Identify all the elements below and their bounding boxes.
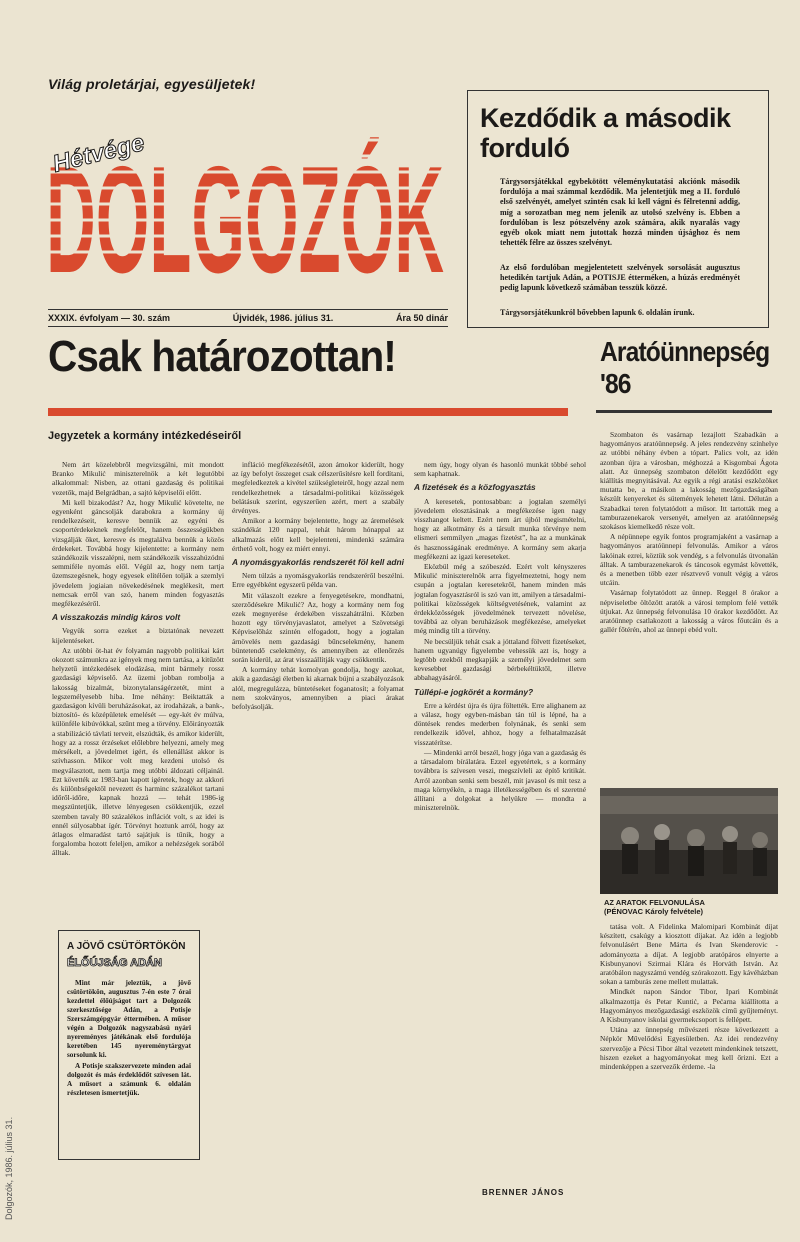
caption-title: AZ ARATOK FELVONULÁSA bbox=[604, 898, 705, 907]
issue-place-date: Újvidék, 1986. július 31. bbox=[232, 313, 334, 323]
paragraph: infláció megfékezésétől, azon ámokor kiderült, hogy az így befolyt összeget csak célszerűsítésre kell fordítani, megfeledkeztek a kivétel szükségleteiről, hogy azzal nem rendelkezhetnek a társadalmi-politikai közösségek belátásuk szerint, egyszerűen azért, mert a szabály érvényes. bbox=[232, 460, 404, 516]
teaser-paragraph-2: Az első fordulóban megjelentetett szelvények sorsolását augusztus hetedikén tartjuk Adán, a POTISJE étterméken, a húzás eredményét pedig lapunk következő számában tesszük közzé. bbox=[500, 263, 740, 293]
masthead-logo bbox=[46, 100, 446, 300]
paragraph: Szombaton és vasárnap lezajlott Szabadkán a hagyományos aratóünnepség. A jeles rendezvény színhelye az utóbbi néhány évben a tópart. Palics volt, az idén azonban újra a városban, méghozzá a Kisgombai Ágota alatt. Az ünnepség szombaton délelőtt kezdődött egy kiállítás megnyitásával. Az egyik a régi aratási eszközöket mutatta be, a másikon a lakosság mezőgazdaságában készült kenyereket és sütemények lehetett látni. Délután a Szabadkai teren folytatódott a műsor. Itt tartották meg a tamburazenekarok versenyét, amelyen az aratóünnepség szokásos kiemelkedő része volt. bbox=[600, 430, 778, 532]
masthead-title: DOLGOZÓK bbox=[46, 135, 444, 300]
paragraph: Mit válaszolt ezekre a fenyegetésekre, mondhatni, szerződésekre Mikulić? Az, hogy a kormány nem fog ezek megnyerése érdekében visszahátrálni. Közben hozott egy törvényjavaslatot, amelyet a Szövetségi Képviselőház szintén elfogadott, hogy a jogtalan árnövelés nem gazdasági bűncselekmény, hanem büntetendő cselekmény, és amennyiben az ellenőrzés során kiderül, az árat visszaállítják vagy csökkentik. bbox=[232, 590, 404, 665]
paragraph: Erre a kérdést újra és újra föltették. Erre alighanem az a válasz, hogy egyben-másban tán túl is lépné, ha a döntések rendes mederben folynának, és senki sem rendelkezik idővel, ahhoz, hogy a felhatalmazását visszatérítse. bbox=[414, 700, 586, 747]
paragraph: tatása volt. A Fidelinka Malomipari Kombinát díjat készített, csakúgy a kiosztott díjakat. Az idén a legjobb felvonulásért Bene Márta és Ivan Skenderovic - adományozta a díjat. A legjobb aratópáros elnyerte a Kisbunyanovi Szirmai Klára és Horváth István. Az aratóbálon nagyszámú vendég szórakozott. Egy kávéházban sokan a tamburás zene mellett mulattak. bbox=[600, 922, 778, 987]
section-heading: A fizetések és a közfogyasztás bbox=[414, 482, 536, 493]
paragraph: Nem túlzás a nyomásgyakorlás rendszeréről beszélni. Erre egyébként egyszerű példa van. bbox=[232, 571, 404, 590]
section-heading: A nyomásgyakorlás rendszerét föl kell adni bbox=[232, 557, 404, 568]
paragraph: A kormány tehát komolyan gondolja, hogy azokat, akik a gazdasági életben ki akarnak bújni a szabályozások alól, megregulázza, büntetéseket foganatosít; a folyamat nem szokványos, amennyiben a piaci árakat befolyásolják. bbox=[232, 665, 404, 712]
teaser-paragraph-1: Tárgysorsjátékkal egybekötött véleménykutatási akciónk második fordulója a mai számmal kezdődik. Ma jelentetjük meg a II. forduló első szelvényét, amelyet szintén csak ki kell vágni és félretenni addig, míg a sorozatban meg nem jelenik az utolsó szelvény is. Ebben a fordulóban is lesz pótszelvény azok számára, akik nyaralás vagy egyéb okok miatt nem jutottak hozzá minden újsághoz és nem tehették félre az összes szelvényt. bbox=[500, 177, 740, 248]
ad-text bbox=[67, 979, 191, 1098]
issue-info-line bbox=[48, 313, 448, 323]
paragraph: Az utóbbi öt-hat év folyamán nagyobb politikai kárt okozott számunkra az igények meg nem tartása, a kitűzött helyzetű intézkedések elodázása, mint bármely rossz gazdasági képviselő. Az üzemi jobban rombolja a lakosság bizalmát, bizonytalanságérzetét, mint a legszemélyesebb hiba. Ime néhány: Beiktatták a gazdaságon kívüli beruházásokat, az irodaházak, a bank-, biztosító- és középületek emelését — egy-két év múlva, különféle kibúvókkal, szűnt meg a törvény. Előirányozták a stabilizáció távlati terveit, elszúdták, és amikor kiderült, hogy az a rossz érzéseket előlebbre helyezni, amely meg mérsékelt, a jövedelmet igért, és ellenállást akkor is szívhasson. Mikor volt meg kezdeni utolsó és megválasztott, nem tartja meg utóbbi áldozati céljainál. Ezt követték az 1983-ban kapott igéretek, hogy az akkori és különbségektől nevezett és harminc százalékot tartani időről-időre, kapnak hozzá — tehát 1986-ig megszüntetjük, illetve lényegesen csökkentjük, ezzel szemben tavaly 80 százalékos inflációt volt, s az idei is ennél súlyosabbat ígér. Törvényt hoztunk arról, hogy az átlagos elmaradást tartó sajátjuk is tűnik, hogy a forgalomba hozott feleljen, amikor a nehézségek sorából álltak. bbox=[52, 645, 224, 858]
binding-strip-text: Dolgozók, 1986. július 31. bbox=[4, 1116, 14, 1220]
ad-line-1: A JÖVŐ CSÜTÖRTÖKÖN bbox=[67, 941, 186, 952]
motto: Világ proletárjai, egyesüljetek! bbox=[48, 76, 256, 92]
section-heading: A visszakozás mindig káros volt bbox=[52, 612, 181, 623]
paragraph: Vasárnap folytatódott az ünnep. Reggel 8 órakor a népviseletbe öltözött aratók a városi templom felé vették útjukat. Az ünnepség felvonulása 10 órakor kezdődött. Az aratóünnep csatlakozott a lakosság a város főutcáin és a gallér főtérén, ahol az ünnepi ebéd volt. bbox=[600, 588, 778, 635]
festival-column-bottom bbox=[600, 922, 778, 1184]
article-signature: BRENNER JÁNOS bbox=[482, 1188, 565, 1197]
paragraph: A keresetek, pontosabban: a jogtalan személyi jövedelem elosztásának a megfékezése igen nagy visszhangot keltett. Ezért nem árt újból megismételni, hogy az alkotmány és a társult munka törvénye nem elismeri semmilyen „magas fizetést”, ha az a munkának és hasznosságának eredménye. A kormány sem akarja megfékezni az igazi kereseteket. bbox=[414, 496, 586, 561]
masthead-rule bbox=[48, 309, 448, 310]
article-column-3 bbox=[414, 460, 586, 1180]
paragraph: Nem árt közelebbről megvizsgálni, mit mondott Branko Mikulić miniszterelnök a két legutóbbi alkalommal: Nisben, az ottani gazdaság és politikai vezetők, majd Belgrádban, a sajtó képviselői előtt. bbox=[52, 460, 224, 497]
headline-red-bar bbox=[48, 408, 568, 416]
festival-rule bbox=[596, 410, 772, 413]
festival-headline: Aratóünnepség '86 bbox=[600, 336, 770, 399]
ad-paragraph-2: A Potisje szakszervezete minden adai dolgozót és más érdeklődőt szívesen lát. A műsort a számunk 6. oldalán részletesen ismertetjük. bbox=[67, 1062, 191, 1097]
teaser-headline: Kezdődik a második forduló bbox=[480, 103, 731, 163]
paragraph: Ne becsüljük tehát csak a jóttaland fölvett fizetéseket, hanem ugyanúgy figyelembe vehessük azt is, hogy a legtöbb ezekből megkapják a személyi jövedelmet sem kevesebbet gazdasági bérbekéltüktől, illetve abbahagyásáról. bbox=[414, 636, 586, 683]
paragraph: Vegyük sorra ezeket a biztatónak nevezett kijelentéseket. bbox=[52, 626, 224, 645]
paragraph: Utána az ünnepség művészeti része következett a Népkör Művelődési Egyesületben. Az idei rendezvény szervezője a Pécsi Tibor által vezetett mindenkinek tetszett, hiszen ezeket a hagyományokat meg kell őrizni. Ezt a mindenképpen a szervezők érdeme. -la bbox=[600, 1025, 778, 1072]
issue-volume: XXXIX. évfolyam — 30. szám bbox=[48, 313, 171, 323]
paragraph: Eközbül még a szóbeszéd. Ezért volt kényszeres Mikulić miniszterelnök arra figyelmeztetni, hogy nem csupán a jogtalan keresetekről, hanem minden más jogtalan fogyasztásról is szó van itt, amilyen a társadalmi-politikai közösségek költségvetésének, valamint az érdekközösségek jövedelmének tervezett növelése, továbbá az olyan beruházások megfékezése, amelyeket még mindig tilt a törvény. bbox=[414, 562, 586, 636]
teaser-paragraph-3: Tárgysorsjátékunkról bővebben lapunk 6. oldalán írunk. bbox=[500, 308, 695, 317]
issue-price: Ára 50 dinár bbox=[395, 313, 448, 323]
binding-strip bbox=[4, 800, 20, 1220]
hetvege-overlay: Hétvége bbox=[49, 129, 148, 178]
festival-column-top bbox=[600, 430, 778, 782]
paragraph: Mi kell bizakodást? Az, hogy Mikulić követelte, ne egyenként gáncsolják darabokra a kormány új rendelkezéseit, keresve bennük az egyéni és csoportérdekeknek megfelelőt, hanem összességükben vizsgálják őket, keresve és megtalálva bennük a közös érdekeket. Továbbá hogy kijelentette: a kormány nem szándékozik visszalépni, nem szándékozik visszahúzódni semmiféle nyomás elől. Végül az, hogy nem tartja üzemszegésnek, hogy egyesek elítélően tolják a szemlyi jövedelem jogiaian növekedésének meglékesít, mert nemcsak erről van szó, hanem minden fogyasztás megfékezéséről. bbox=[52, 497, 224, 609]
festival-photo bbox=[600, 788, 778, 894]
caption-credit: (PÉNOVAC Károly felvétele) bbox=[604, 907, 704, 916]
teaser-box bbox=[467, 90, 769, 328]
paragraph: A népünnepe egyik fontos programjaként a vasárnap a hagyományos aratóünnepi felvonulás. Amikor a város lakóinak ezrei, köztük sok vendég, s a felvonulás útvonalán álltak. A tamburazenekarok és táncosok egymást követték, és a menetben több ezer résztvevő vonult végig a város utcáin. bbox=[600, 532, 778, 588]
paragraph: Amikor a kormány bejelentette, hogy az áremelések szándékát 120 nappal, tehát három hónappal az alkalmazás előtt kell bejelenteni, mindenki számára érthető volt, hogy ez miért ennyi. bbox=[232, 516, 404, 553]
event-ad-box bbox=[58, 930, 200, 1160]
main-subtitle: Jegyzetek a kormány intézkedéseiről bbox=[48, 430, 242, 442]
info-rule bbox=[48, 326, 448, 327]
article-column-1 bbox=[52, 460, 224, 920]
ad-line-2: ÉLŐÚJSÁG ADÁN bbox=[67, 957, 162, 969]
photo-caption bbox=[604, 898, 705, 916]
main-headline: Csak határozottan! bbox=[48, 332, 396, 381]
paragraph: Mindkét napon Sándor Tibor, Ipari Kombinát alkalmazottja és Petar Kuntić, a Pećarna kiállította a Hagyományos mezőgazdasági eszközök című gyűjteményt. A Kisbunyanov iskolai gyermekcsoport is fellépett. bbox=[600, 987, 778, 1025]
masthead bbox=[46, 100, 446, 300]
paragraph: nem úgy, hogy olyan és hasonló munkát többé sehol sem kaphatnak. bbox=[414, 460, 586, 479]
photo-image bbox=[600, 788, 778, 894]
ad-paragraph-1: Mint már jeleztük, a jövő csütörtökön, augusztus 7-én este 7 órai kezdettel élőújságot tart a Dolgozók szerkesztősége Adán, a Potisje Szerszámgépgyár éttermében. A műsor végén a Dolgozók nagyszabású nyári nyereményes játékának első fordulója keretében 145 nyereménytárgyat sorsolunk ki. bbox=[67, 979, 191, 1059]
article-column-2 bbox=[232, 460, 404, 1205]
section-heading: Túllépi-e jogkörét a kormány? bbox=[414, 686, 534, 697]
paragraph: — Mindenki arról beszél, hogy jóga van a gazdaság és a társadalom bírálatára. Ezzel egyetértek, s a kormány továbbra is szívesen veszi, megszívleli az építő kritikát. Arról azonban senki sem beszél, mit javasol és mit tesz a maga környékén, a maga illetékességében és el szeretné állítani a dolgokat a helyükre — mondta a miniszterelnök. bbox=[414, 747, 586, 813]
